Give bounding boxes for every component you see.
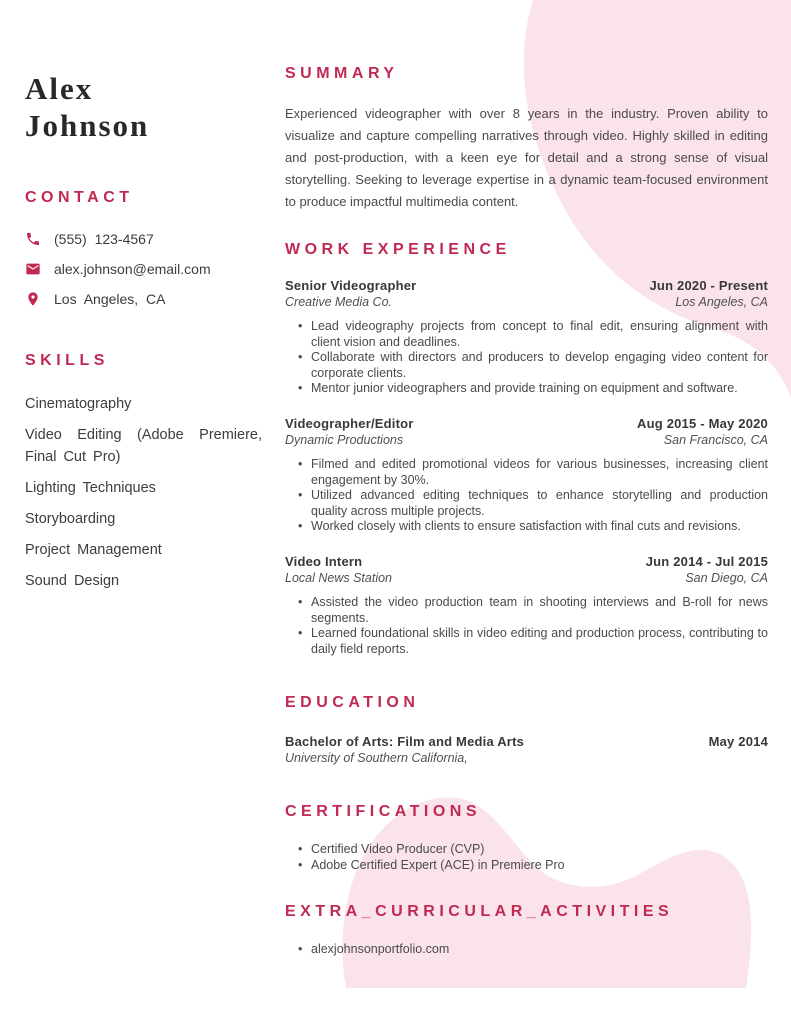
email-icon	[25, 261, 41, 277]
job-dates: Jun 2014 - Jul 2015	[645, 553, 768, 569]
contact-phone-row	[25, 231, 262, 247]
job-company: Dynamic Productions	[285, 432, 404, 447]
contact-phone-text: (555) 123-4567	[54, 231, 154, 247]
contact-email-row	[25, 261, 262, 277]
job-bullet: • Filmed and edited promotional videos for various businesses, increasing client engagement by 30%.	[311, 457, 768, 488]
skill-item: Video Editing (Adobe Premiere, Final Cut Pro)	[25, 427, 262, 465]
job-title: Senior Videographer	[285, 278, 417, 293]
section-education	[285, 693, 768, 766]
education-school: University of Southern California,	[285, 751, 468, 766]
job-bullet-list	[285, 319, 768, 397]
skill-item: Cinematography	[25, 396, 132, 412]
location-pin-icon	[25, 291, 41, 307]
skills-heading: SKILLS	[25, 352, 109, 369]
job-subheader	[285, 432, 768, 448]
contact-heading: CONTACT	[25, 189, 134, 206]
contact-location-text: Los Angeles, CA	[54, 291, 166, 307]
certifications-heading: CERTIFICATIONS	[285, 803, 482, 821]
job-bullet: • Utilized advanced editing techniques to enhance storytelling and production quality across multiple projects.	[311, 488, 768, 519]
job-bullet: • Worked closely with clients to ensure satisfaction with final cuts and revisions.	[311, 519, 768, 535]
portfolio-url: • alexjohnsonportfolio.com	[311, 942, 768, 958]
job-dates: Jun 2020 - Present	[649, 278, 768, 293]
job-company: Creative Media Co.	[285, 295, 392, 309]
job-entry	[285, 416, 768, 535]
summary-text: Experienced videographer with over 8 years in the industry. Proven ability to visualize and capture compelling narratives through video. Highly skilled in editing and post-production, with a keen eye for detail and a strong sense of visual storytelling. Seeking to leverage expertise in a dynamic team-focused environment to produce impactful multimedia content.	[285, 106, 768, 209]
skills-list	[25, 393, 262, 592]
job-bullet: • Learned foundational skills in video editing and production process, contributing to daily field reports.	[311, 626, 768, 657]
job-title: Video Intern	[285, 553, 363, 569]
certification-item: • Adobe Certified Expert (ACE) in Premiere Pro	[311, 858, 768, 874]
job-bullet: • Assisted the video production team in shooting interviews and B-roll for news segments.	[311, 595, 768, 626]
contact-email-text: alex.johnson@email.com	[54, 261, 211, 277]
skill-item: Storyboarding	[25, 511, 116, 527]
job-dates: Aug 2015 - May 2020	[637, 415, 768, 431]
certifications-list	[285, 842, 768, 873]
section-certifications	[285, 802, 768, 873]
job-header	[285, 278, 768, 294]
education-subheader	[285, 750, 768, 766]
person-last-name: Johnson	[25, 108, 150, 143]
work-experience-heading: WORK EXPERIENCE	[285, 241, 511, 258]
job-header	[285, 416, 768, 432]
job-bullet: • Mentor junior videographers and provide training on equipment and software.	[311, 381, 768, 397]
job-subheader	[285, 570, 768, 586]
job-location: Los Angeles, CA	[675, 295, 768, 309]
skill-item: Sound Design	[25, 573, 120, 589]
job-location: San Francisco, CA	[663, 432, 768, 447]
job-header	[285, 554, 768, 570]
extra-curricular-list	[285, 942, 768, 958]
job-bullet-list	[285, 595, 768, 657]
summary-heading: SUMMARY	[285, 65, 399, 82]
job-company: Local News Station	[285, 570, 393, 585]
education-header	[285, 734, 768, 750]
contact-list	[25, 231, 262, 307]
job-title: Videographer/Editor	[285, 415, 414, 431]
job-location: San Diego, CA	[685, 570, 768, 585]
section-extra-curricular	[285, 902, 768, 958]
person-name	[25, 70, 262, 144]
main-content	[285, 64, 768, 957]
phone-icon	[25, 231, 41, 247]
education-heading: EDUCATION	[285, 694, 420, 712]
section-work-experience	[285, 240, 768, 657]
skill-item: Lighting Techniques	[25, 480, 156, 496]
education-date: May 2014	[708, 734, 768, 750]
certification-item: • Certified Video Producer (CVP)	[311, 842, 768, 858]
sidebar	[25, 70, 262, 601]
section-summary	[285, 64, 768, 213]
person-first-name: Alex	[25, 71, 94, 106]
education-entry	[285, 734, 768, 766]
job-bullet: • Lead videography projects from concept to final edit, ensuring alignment with client vision and deadlines.	[311, 319, 768, 350]
job-bullet-list	[285, 457, 768, 535]
contact-location-row	[25, 291, 262, 307]
job-entry	[285, 278, 768, 397]
job-entry	[285, 554, 768, 657]
skill-item: Project Management	[25, 542, 162, 558]
job-bullet: • Collaborate with directors and producers to develop engaging video content for corporate clients.	[311, 350, 768, 381]
extra-curricular-heading: EXTRA_CURRICULAR_ACTIVITIES	[285, 902, 674, 920]
job-subheader	[285, 294, 768, 310]
education-degree: Bachelor of Arts: Film and Media Arts	[285, 734, 525, 750]
